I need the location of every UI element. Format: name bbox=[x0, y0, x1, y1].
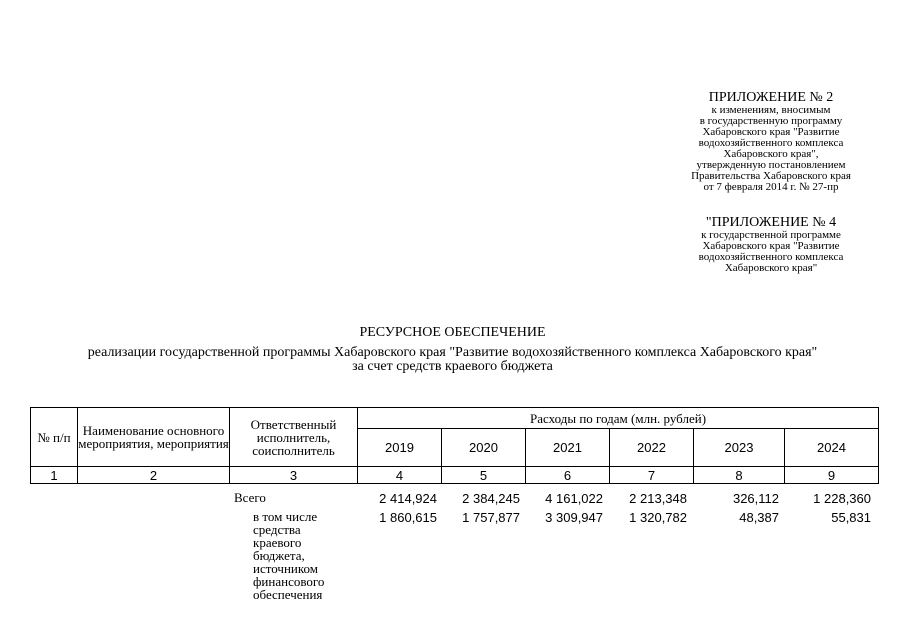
column-number-cell: 7 bbox=[610, 467, 694, 484]
total-value-2022: 2 213,348 bbox=[629, 491, 687, 506]
including-value-2024: 55,831 bbox=[831, 510, 871, 525]
total-value-2023: 326,112 bbox=[732, 491, 779, 506]
header-year-2021: 2021 bbox=[526, 429, 610, 467]
appendix-2-line: к изменениям, вносимым bbox=[711, 104, 831, 116]
appendix-2-line: Правительства Хабаровского края bbox=[691, 170, 851, 182]
appendix-2-line: водохозяйственного комплекса bbox=[698, 137, 844, 149]
column-number-cell: 4 bbox=[358, 467, 442, 484]
including-label-line: обеспечения bbox=[253, 587, 323, 602]
header-year-2024: 2024 bbox=[785, 429, 879, 467]
header-activity-name: Наименование основного мероприятия, мероприятия bbox=[78, 408, 230, 467]
appendix-2-line: в государственную программу bbox=[699, 115, 843, 127]
appendix-4-line: Хабаровского края "Развитие bbox=[702, 240, 840, 252]
total-label: Всего bbox=[234, 490, 266, 505]
appendix-4-line: Хабаровского края" bbox=[724, 262, 818, 274]
table-body bbox=[0, 491, 905, 641]
document-title bbox=[0, 326, 905, 374]
column-number-cell: 6 bbox=[526, 467, 610, 484]
header-year-2020: 2020 bbox=[442, 429, 526, 467]
including-value-2020: 1 757,877 bbox=[462, 510, 520, 525]
appendix-4-header bbox=[665, 215, 877, 274]
column-number-cell: 5 bbox=[442, 467, 526, 484]
total-value-2021: 4 161,022 bbox=[545, 491, 603, 506]
appendix-4-title: "ПРИЛОЖЕНИЕ № 4 bbox=[705, 215, 837, 230]
header-expenses: Расходы по годам (млн. рублей) bbox=[358, 408, 879, 429]
header-year-2023: 2023 bbox=[694, 429, 785, 467]
appendix-2-line: от 7 февраля 2014 г. № 27-пр bbox=[703, 181, 839, 193]
including-value-2023: 48,387 bbox=[739, 510, 779, 525]
appendix-2-line: утвержденную постановлением bbox=[696, 159, 846, 171]
column-number-cell: 8 bbox=[694, 467, 785, 484]
appendix-4-line: к государственной программе bbox=[701, 229, 841, 241]
total-value-2024: 1 228,360 bbox=[813, 491, 871, 506]
title-line-1: РЕСУРСНОЕ ОБЕСПЕЧЕНИЕ bbox=[359, 325, 546, 340]
header-year-2019: 2019 bbox=[358, 429, 442, 467]
including-value-2019: 1 860,615 bbox=[379, 510, 437, 525]
including-label-line: средства bbox=[253, 522, 301, 537]
appendix-2-line: Хабаровского края", bbox=[723, 148, 819, 160]
column-number-cell: 2 bbox=[78, 467, 230, 484]
including-label bbox=[253, 510, 324, 601]
including-label-line: бюджета, bbox=[253, 548, 305, 563]
including-value-2021: 3 309,947 bbox=[545, 510, 603, 525]
resource-table bbox=[30, 407, 879, 484]
column-number-cell: 3 bbox=[230, 467, 358, 484]
including-label-line: финансового bbox=[253, 574, 325, 589]
appendix-4-line: водохозяйственного комплекса bbox=[698, 251, 844, 263]
header-executor: Ответственный исполнитель, соисполнитель bbox=[230, 408, 358, 467]
including-label-line: в том числе bbox=[253, 509, 318, 524]
including-label-line: источником bbox=[253, 561, 318, 576]
including-label-line: краевого bbox=[253, 535, 302, 550]
title-line-3: за счет средств краевого бюджета bbox=[352, 359, 553, 374]
including-value-2022: 1 320,782 bbox=[629, 510, 687, 525]
total-value-2019: 2 414,924 bbox=[379, 491, 437, 506]
header-number: № п/п bbox=[31, 408, 78, 467]
header-year-2022: 2022 bbox=[610, 429, 694, 467]
column-number-cell: 9 bbox=[785, 467, 879, 484]
appendix-2-line: Хабаровского края "Развитие bbox=[702, 126, 840, 138]
title-line-2: реализации государственной программы Хабаровского края "Развитие водохозяйственного комплекса Хабаровского края" bbox=[87, 345, 818, 360]
total-value-2020: 2 384,245 bbox=[462, 491, 520, 506]
column-number-cell: 1 bbox=[31, 467, 78, 484]
appendix-2-header bbox=[665, 90, 877, 193]
appendix-2-title: ПРИЛОЖЕНИЕ № 2 bbox=[708, 90, 834, 105]
